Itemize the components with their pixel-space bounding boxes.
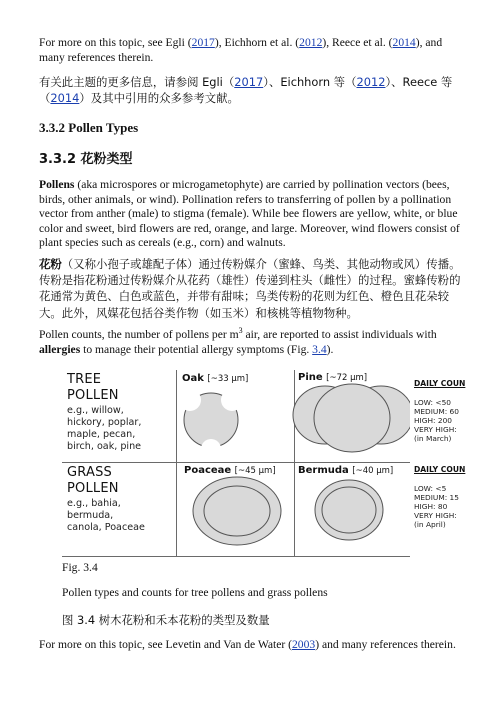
tree-example: birch, oak, pine	[67, 441, 142, 452]
text: (aka microspores or microgametophyte) are carried by pollination vectors (bees, birds, other animals, or wind). Pollination refers to transferring of pollen by a pollination vector from anther (male) to stigma (female). While bee flowers are yellow, white, or blue color and sweet, bird flowers are red, orange, and large. Moreover, wind flowers consist of plant species such as cereals (e.g., corn) and walnuts.	[39, 178, 460, 249]
grass-daily-count-line: LOW: <5	[414, 484, 447, 493]
tree-daily-count-line: HIGH: 200	[414, 416, 452, 425]
para-pollens-zh	[39, 256, 463, 321]
grass-daily-count-line: MEDIUM: 15	[414, 493, 459, 502]
ref-link-reece-2014[interactable]: 2014	[392, 36, 416, 49]
text: ), Eichhorn et al. (	[214, 36, 300, 49]
oak-pollen-grain	[179, 389, 243, 459]
text: ）、Eichhorn 等（	[263, 75, 357, 89]
oak-name: Oak	[182, 373, 204, 384]
tree-daily-count-line: (in March)	[414, 434, 452, 443]
grass-pollen-title-2: POLLEN	[67, 481, 119, 496]
figure-caption: Pollen types and counts for tree pollens and grass pollens	[62, 586, 328, 599]
text: 有关此主题的更多信息，请参阅 Egli（	[39, 75, 235, 89]
text: Pollen counts, the number of pollens per m	[39, 328, 239, 341]
para-references-zh	[39, 74, 463, 106]
para-references-levetin	[39, 638, 463, 653]
tree-example: hickory, poplar,	[67, 417, 142, 428]
text: For more on this topic, see Levetin and Van de Water (	[39, 638, 292, 651]
text: ) and many references therein.	[315, 638, 456, 651]
section-heading-en: 3.3.2 Pollen Types	[39, 120, 139, 135]
tree-daily-count-line: LOW: <50	[414, 398, 451, 407]
term-pollens: Pollens	[39, 178, 75, 191]
fig-link-3-4[interactable]: 3.4	[312, 342, 327, 356]
text: （又称小孢子或雄配子体）通过传粉媒介（蜜蜂、鸟类、其他动物或风）传播。传粉是指花粉通过传粉媒介从花药（雄性）传递到柱头（雌性）的过程。蜜蜂传粉的花通常为黄色、白色或蓝色，并带有甜味；鸟类传粉的花则为红色、橙色且花朵较大。此外，风媒花包括谷类作物（如玉米）和核桃等植物物种。	[39, 257, 461, 320]
grass-example: canola, Poaceae	[67, 522, 145, 533]
poaceae-size: [~45 μm]	[234, 466, 276, 476]
grass-example: e.g., bahia,	[67, 498, 121, 509]
section-heading-zh: 3.3.2 花粉类型	[39, 152, 133, 167]
term-allergies: allergies	[39, 342, 81, 356]
tree-daily-count-line: VERY HIGH:	[414, 425, 457, 434]
figure-pollen-types	[62, 370, 466, 558]
text: ）、Reece 等（	[39, 75, 453, 105]
ref-link-reece-2014-zh[interactable]: 2014	[50, 91, 80, 105]
text: ), and many references therein.	[39, 36, 443, 64]
tree-example: maple, pecan,	[67, 429, 136, 440]
term-pollens-zh: 花粉	[39, 257, 62, 271]
oak-size: [~33 μm]	[207, 374, 249, 384]
tree-daily-count-line: MEDIUM: 60	[414, 407, 459, 416]
text: ), Reece et al. (	[322, 36, 393, 49]
ref-link-eichhorn-2012[interactable]: 2012	[299, 36, 323, 49]
grass-daily-count-line: HIGH: 80	[414, 502, 448, 511]
tree-pollen-title-2: POLLEN	[67, 388, 119, 403]
figure-label: Fig. 3.4	[62, 561, 98, 574]
bermuda-name: Bermuda	[298, 465, 349, 476]
bermuda-pollen-grain	[315, 480, 383, 540]
pine-name: Pine	[298, 372, 323, 383]
grass-pollen-title-1: GRASS	[67, 465, 112, 480]
grass-daily-count-title: DAILY COUN	[414, 465, 466, 474]
text: to manage their potential allergy symptoms (Fig.	[80, 342, 313, 356]
ref-link-egli-2017-zh[interactable]: 2017	[234, 75, 264, 89]
text: air, are reported to assist individuals with	[242, 328, 437, 341]
pollen-illustrations	[62, 370, 410, 558]
ref-link-levetin-2003[interactable]: 2003	[292, 638, 316, 651]
para-pollens-en	[39, 178, 463, 251]
ref-link-eichhorn-2012-zh[interactable]: 2012	[356, 75, 386, 89]
pine-pollen-grain	[293, 384, 410, 452]
tree-example: e.g., willow,	[67, 405, 124, 416]
poaceae-pollen-grain	[193, 477, 281, 545]
figure-caption-zh: 图 3.4 树木花粉和禾本花粉的类型及数量	[62, 613, 270, 627]
bermuda-size: [~40 μm]	[352, 466, 394, 476]
text: ).	[326, 342, 334, 356]
tree-pollen-title-1: TREE	[67, 372, 102, 387]
text: ）及其中引用的众多参考文献。	[79, 91, 239, 105]
text: For more on this topic, see Egli (	[39, 36, 192, 49]
grass-daily-count-line: VERY HIGH:	[414, 511, 457, 520]
para-pollen-counts	[39, 328, 463, 357]
grass-example: bermuda,	[67, 510, 114, 521]
para-references-en	[39, 36, 463, 65]
ref-link-egli-2017[interactable]: 2017	[191, 36, 215, 49]
grass-daily-count-line: (in April)	[414, 520, 446, 529]
tree-daily-count-title: DAILY COUN	[414, 379, 466, 388]
superscript: 3	[238, 326, 243, 336]
poaceae-name: Poaceae	[184, 465, 232, 476]
pine-size: [~72 μm]	[326, 373, 368, 383]
